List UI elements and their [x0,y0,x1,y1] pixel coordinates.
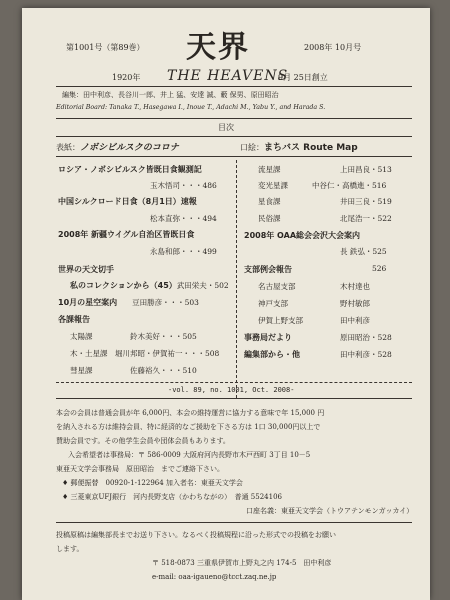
toc-section: 各課報告 [58,315,90,324]
toc-entry: 神戸支部 [258,299,288,308]
toc-entry: 木・土星課 堀川邦昭・伊賀祐一・・・508 [70,349,220,358]
back-cover-label: 口絵： [240,143,264,152]
volume-footer: -vol. 89, no. 1001, Oct. 2008- [168,386,295,394]
toc-entry: 太陽課 鈴木美好・・・505 [70,332,197,341]
toc-entry-page: 526 [372,264,387,273]
toc-entry-author: 原田昭治・528 [340,333,392,342]
founded-year: 1920年 [112,73,141,82]
toc-entry-author: 北尾浩一・522 [340,214,392,223]
toc-section: 2008年 新疆ウイグル自治区皆既日食 [58,230,195,239]
toc-heading: 目次 [218,123,234,132]
magazine-page [22,8,430,600]
founded-date: 9月 25日創立 [278,73,328,82]
toc-entry-author: 田中利彦・528 [340,350,392,359]
editors-jp: 編集：田中利彦、長谷川一郎、井上 猛、安達 誠、藪 保男、原田昭治 [62,91,279,99]
toc-entry: 彗星課 佐藤裕久・・・510 [70,366,197,375]
volume-number: 第1001号（第89巻） [66,43,145,52]
toc-section: 支部例会報告 [244,265,292,274]
toc-entry-author: 野村敏郎 [340,299,370,308]
toc-entry-author: 長 鉄弘・525 [340,247,387,256]
magazine-title: 天界 [186,30,250,65]
toc-section: 編集部から・他 [244,350,300,359]
issue-date: 2008年 10月号 [304,43,362,52]
toc-entry: 松本直弥・・・494 [150,214,217,223]
toc-entry: 10月の星空案内 豆田勝彦・・・503 [58,298,199,307]
toc-section: ロシア・ノボシビルスク皆既日食観測記 [58,165,202,174]
toc-entry: 民俗課 [258,214,281,223]
toc-entry: 星食課 [258,197,281,206]
cover-line [56,140,179,153]
toc-entry: 私のコレクションから（45）武田栄夫・502 [70,281,229,290]
editors-en: Editorial Board: Tanaka T., Hasegawa I., Inoue T., Adachi M., Yabu Y., and Harada S. [56,104,326,111]
postal-icon: ♦ [62,479,71,487]
toc-entry-author: 田中利彦 [340,316,370,325]
toc-entry: 流星課 [258,165,281,174]
front-cover-label: 表紙： [56,143,80,152]
toc-entry: 永島和郎・・・499 [150,247,217,256]
column-divider [236,160,237,398]
back-cover-line [240,140,358,153]
toc-entry-author: 木村達也 [340,282,370,291]
toc-section: 2008年 OAA総会会沢大会案内 [244,231,361,240]
toc-section: 世界の天文切手 [58,265,114,274]
toc-entry: 伊賀上野支部 [258,316,303,325]
front-cover-title: ノボシビルスクのコロナ [80,143,179,153]
toc-entry: 玉木悟司・・・486 [150,181,217,190]
membership-info: 本会の会員は普通会員が年 6,000円、本会の維持運営に協力する意味で年 15,000 円 を納入される方は維持会員、特に経済的なご援助を下さる方は 1口 30,000円以上で 賛助会員です。その他学生会員や団体会員もあります。 入会希望者は事務局：〒 586-0009 大阪府河内長野市木戸西町 3丁目 10－5 東亜天文学会事務局 原田昭治 までご連絡下さい。 ♦ 郵便振替 00920-1-122964 加入者名：東亜天文学会 ♦ 三菱東京UFJ銀行 河内長野支店（かわちながの） 普通 5524106 口座名義：東亜天文学会（トウアテンモンガッカイ） [56,409,414,515]
back-cover-title: まちバス Route Map [264,143,358,153]
toc-section: 中国シルクロード日食（8月1日）速報 [58,197,197,206]
toc-entry-author: 中谷仁・高橋進・516 [312,181,387,190]
bank-icon: ♦ [62,493,71,501]
toc-entry-author: 井田三良・519 [340,197,392,206]
toc-entry: 変光星課 [258,181,288,190]
toc-entry-author: 上田昌良・513 [340,165,392,174]
toc-section: 事務局だより [244,333,292,342]
the-heavens-logo: THE HEAVENS [167,68,289,84]
toc-entry: 名古屋支部 [258,282,296,291]
submission-info: 投稿原稿は編集部長までお送り下さい。なるべく投稿規程に沿った形式での投稿をお願い します。 〒 518-0873 三重県伊賀市上野丸之内 174-5 田中利彦 e-mail: oaa-igaueno@tcct.zaq.ne.jp [56,531,336,581]
